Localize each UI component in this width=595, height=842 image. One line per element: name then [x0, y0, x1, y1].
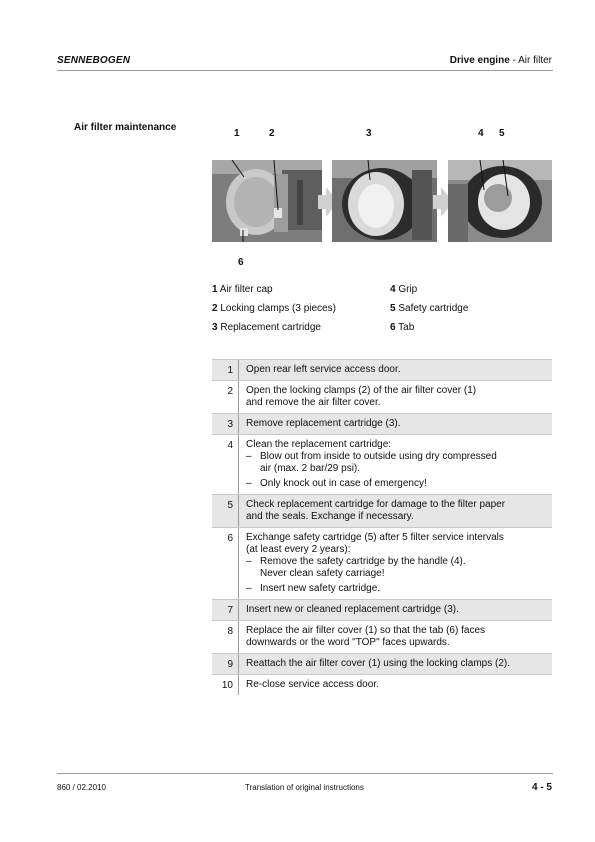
step-line: Clean the replacement cartridge:: [246, 439, 392, 450]
page-header-title: [450, 55, 552, 66]
photo-air-filter-closed-graphic: [212, 160, 322, 242]
photo-air-filter-closed: [212, 160, 322, 242]
step-text: [239, 600, 552, 620]
step-row: [212, 359, 552, 381]
step-row: [212, 600, 552, 621]
callout-2: 2: [269, 128, 275, 139]
bullet-dash: –: [246, 478, 252, 489]
header-title-bold: Drive engine: [449, 55, 510, 66]
sub-item-line: Never clean safety carriage!: [260, 568, 385, 579]
legend-item: [212, 318, 336, 337]
step-number: 5: [212, 495, 239, 527]
step-line: Insert new or cleaned replacement cartridge (3).: [246, 604, 459, 615]
step-number: 6: [212, 528, 239, 599]
photo-cartridge-removal-graphic: [332, 160, 437, 242]
step-line: Reattach the air filter cover (1) using the locking clamps (2).: [246, 658, 510, 669]
step-text: [239, 495, 552, 527]
step-line: and the seals. Exchange if necessary.: [246, 511, 414, 522]
legend-text: Safety cartridge: [395, 303, 469, 314]
step-number: 3: [212, 414, 239, 434]
step-row: [212, 528, 552, 600]
step-line: Open rear left service access door.: [246, 364, 401, 375]
step-sub-item: [246, 583, 546, 595]
sub-item-text: [260, 583, 380, 595]
step-number: 1: [212, 360, 239, 380]
sub-item-line: Remove the safety cartridge by the handle (4).: [260, 556, 466, 567]
callout-1: 1: [234, 128, 240, 139]
step-number: 7: [212, 600, 239, 620]
step-row: [212, 621, 552, 654]
step-text: [239, 360, 552, 380]
photo-safety-cartridge-graphic: [448, 160, 552, 242]
step-line: downwards or the word "TOP" faces upwards.: [246, 637, 450, 648]
step-sub-item: [246, 478, 546, 490]
legend-num: 3: [212, 322, 218, 333]
step-line: Open the locking clamps (2) of the air filter cover (1): [246, 385, 477, 396]
sub-item-line: Blow out from inside to outside using dry compressed: [260, 451, 497, 462]
bullet-dash: –: [246, 583, 252, 594]
photo-safety-cartridge: [448, 160, 552, 242]
legend-item: [390, 299, 468, 318]
step-text: [239, 435, 552, 494]
callout-5: 5: [499, 128, 505, 139]
legend-text: Grip: [395, 284, 418, 295]
step-line: (at least every 2 years):: [246, 544, 351, 555]
step-text: [239, 381, 552, 413]
sub-item-text: [260, 556, 466, 580]
step-text: [239, 621, 552, 653]
callout-3: 3: [366, 128, 372, 139]
sub-item-text: [260, 451, 497, 475]
legend-left: [212, 280, 336, 337]
step-row: [212, 654, 552, 675]
header-divider: [57, 70, 553, 71]
step-number: 2: [212, 381, 239, 413]
legend-item: [212, 299, 336, 318]
document-number: 860 / 02.2010: [57, 783, 106, 792]
section-title: Air filter maintenance: [74, 122, 177, 133]
step-row: [212, 495, 552, 528]
step-row: [212, 414, 552, 435]
step-sub-item: [246, 556, 546, 580]
legend-num: 6: [390, 322, 396, 333]
step-number: 8: [212, 621, 239, 653]
page-number: 4 - 5: [531, 782, 552, 793]
legend-item: [390, 280, 468, 299]
step-row: [212, 435, 552, 495]
step-line: Re-close service access door.: [246, 679, 379, 690]
step-text: [239, 528, 552, 599]
step-number: 4: [212, 435, 239, 494]
step-text: [239, 654, 552, 674]
header-title-rest: - Air filter: [509, 55, 552, 66]
sub-item-line: Insert new safety cartridge.: [260, 583, 381, 594]
legend-num: 1: [212, 284, 218, 295]
callout-6: 6: [238, 257, 244, 268]
photo-cartridge-removal: [332, 160, 437, 242]
step-row: [212, 381, 552, 414]
legend-text: Replacement cartridge: [217, 322, 321, 333]
step-line: Remove replacement cartridge (3).: [246, 418, 401, 429]
footer-divider: [57, 773, 553, 774]
callout-4: 4: [478, 128, 484, 139]
step-text: [239, 414, 552, 434]
legend-text: Air filter cap: [217, 284, 273, 295]
legend-item: [390, 318, 468, 337]
sub-item-line: air (max. 2 bar/29 psi).: [260, 463, 361, 474]
step-line: Replace the air filter cover (1) so that the tab (6) faces: [246, 625, 485, 636]
legend-num: 4: [390, 284, 396, 295]
step-line: Check replacement cartridge for damage to the filter paper: [246, 499, 506, 510]
sub-item-text: [260, 478, 427, 490]
legend-num: 5: [390, 303, 396, 314]
step-line: Exchange safety cartridge (5) after 5 filter service intervals: [246, 532, 504, 543]
legend-text: Locking clamps (3 pieces): [217, 303, 336, 314]
translation-note: Translation of original instructions: [245, 783, 364, 792]
step-line: and remove the air filter cover.: [246, 397, 381, 408]
step-row: [212, 675, 552, 695]
legend-num: 2: [212, 303, 218, 314]
bullet-dash: –: [246, 451, 252, 462]
bullet-dash: –: [246, 556, 252, 567]
legend-text: Tab: [395, 322, 415, 333]
step-text: [239, 675, 552, 695]
step-number: 10: [212, 675, 239, 695]
step-number: 9: [212, 654, 239, 674]
legend-right: [390, 280, 468, 337]
legend-item: [212, 280, 336, 299]
brand-logo: SENNEBOGEN: [57, 55, 131, 66]
step-sub-item: [246, 451, 546, 475]
sub-item-line: Only knock out in case of emergency!: [260, 478, 427, 489]
maintenance-steps-table: [212, 359, 552, 695]
